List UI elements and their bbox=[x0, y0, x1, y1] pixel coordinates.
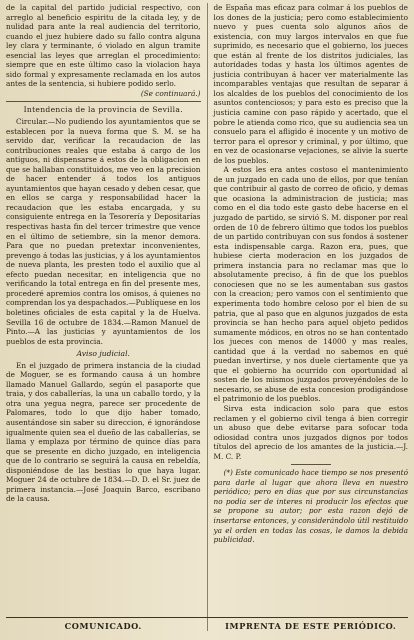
comunicado-paragraph-2: A estos les era antes costoso el mantenimiento de un juzgado en cada uno de ellos, por que tenían que contribuir al gasto de correo de oficio, y demas que ocasiona la administracion de justicia; mas como en el dia todo este gasto debe hacerse en el juzgado de partido, se sirvió S. M. disponer por real orden de 10 de febrero último que todos los pueblos de un partido contribuyan con sus fondos á sostener esta indispensable carga. Razon era, pues, que hubiese cierta moderacion en los juzgados de primera instancia para no reclamar mas que lo absolutamente preciso, á fin de que los pueblos conociesen que no se les aumentaban sus gastos con la creacion; pero vamos con el sentimiento que experimenta todo hombre celoso por el bien de su patria, que al paso que en algunos juzgados de esta provincia se han hecho para aquel objeto pedidos sumamente módicos, en otros no se han contentado los jueces con menos de 14000 y mas reales, cantidad que á la verdad no sabemos en qué puedan invertirse, y nos duele ciertamente que ya que el gobierno ha ocurrido con oportunidad al sosten de los mismos juzgados proveyéndoles de lo necesario, se abuse de esta concesion prodigándose el patrimonio de los pueblos. bbox=[213, 165, 408, 404]
left-column bbox=[6, 3, 208, 617]
comunicado-heading: COMUNICADO. bbox=[6, 618, 208, 631]
aviso-judicial-title: Aviso judicial. bbox=[76, 349, 130, 359]
circular-paragraph: Circular.—No pudiendo los ayuntamientos que se establecen por la nueva forma que S. M. se ha servido dar, verificar la recaudacion de las contribuciones reales que estaba á cargo de los antiguos, ni dispensarse á estos de la obligacion en que se hallaban constituidos, me veo en la precision de hacer entender á todos los antiguos ayuntamientos que hayan cesado y deben cesar, que en ellos se carga y responsabilidad hacer la recaudacion que les estaba encargada, y su consiguiente entrega en la Tesorería y Depositarías respectivas hasta fin del tercer trimestre que vence en el último de setiembre, sin la menor demora. Para que no puedan pretextar inconvenientes, prevengo á todas las justicias, y á los ayuntamientos de nueva planta, les presten todo el auxilio que al efecto puedan necesitar, en inteligencia que no verificando la total entrega en fin del presente mes, procederé apremios contra los omisos, á quienes no comprendan los ya despachados.—Publíquese en los boletines oficiales de esta capital y la de Huelva. Sevilla 16 de octubre de 1834.—Ramon Manuel de Pinto.—A las justicias y ayuntamientos de los pueblos de esta provincia. bbox=[6, 117, 201, 346]
footnote-divider bbox=[291, 464, 331, 465]
text-columns bbox=[6, 3, 408, 617]
continuation-note: (Se continuará.) bbox=[140, 88, 201, 98]
continued-article-text: de la capital del partido judicial respectivo, con arreglo al beneficio espiritu de la citada ley, y de nulidad para ante la real audiencia del territorio, cuando el juez hubiere dado su fallo contra alguna ley clara y terminante, ó violado en algun tramite esencial las leyes que arreglan el procedimiento: siempre que en este último caso la violacion haya sido formal y expresamente reclamada en los autos antes de la sentencia, si hubiere podido serlo. bbox=[6, 3, 201, 89]
section-title-intendencia: Intendencia de la provincia de Sevilla. bbox=[23, 105, 183, 115]
editor-footnote: (*) Este comunicado hace tiempo se nos presentó para darle al lugar que ahora lleva en nuestro periódico; pero en dias que por sus circunstancias no podia ser de interes ni producir los efectos que se propone su autor; por esta razon dejó de insertarse entonces, y considerándolo útil restituido ya el orden en todas las cosas, le damos la debida publicidad. bbox=[213, 468, 408, 545]
section-divider bbox=[6, 101, 201, 102]
bottom-strip bbox=[6, 617, 408, 631]
aviso-judicial-paragraph: En el juzgado de primera instancia de la ciudad de Moguer, se es formando causa á un hombre llamado Manuel Gallardo, según el pasaporte que traia, y dos caballerías, la una un caballo tordo, y la otra una yegua negra, parece ser procedente de Palomares, todo lo que dijo haber tomado, ausentándose sin saber su direccion, é ignorándose igualmente quien sea el dueño de las caballerías, se llama y emplaza por término de quince días para que se presente en dicho juzgado, en inteligencia que de lo contrario se seguirá la causa en rebeldía, disponiéndose de las bestias lo que haya lugar. Moguer 24 de octubre de 1834.—D. D. el Sr. juez de primera instancia.—José Joaquin Barco, escribano de la causa. bbox=[6, 360, 201, 504]
comunicado-paragraph-1: de España mas eficaz para colmar á los pueblos de los dones de la justicia; pero como establecimiento nuevo y pues cuenta solo algunos años de existencia, con muy largos intervalos en que fue suprimido, es necesario que el gobierno, los jueces que están al frente de los distritos judiciales, las autoridades todas y hasta los últimos agentes de justicia contribuyan á hacer ver materialmente las incomparables ventajas que resultan de separar á los alcaldes de los pueblos del conocimiento de los asuntos contenciosos; y para esto es preciso que la justicia camine con paso rápido y acertado, que el pobre le atienda como rico, que su audiencia sea un consuelo para el afligido é inocente y un motivo de terror para el opresor y criminal, y por último, que en vez de ocasionarse vejaciones, se alivie la suerte de los pueblos. bbox=[213, 3, 408, 165]
imprenta-imprint: IMPRENTA DE ESTE PERIÓDICO. bbox=[225, 621, 397, 631]
right-column bbox=[208, 3, 409, 617]
comunicado-paragraph-3: Sirva esta indicacion solo para que estos reclamen y el gobierno civil tenga á bien corregir un abuso que debe evitarse para sofocar toda odiosidad contra unos juzgados dignos por todos títulos del aprecio de los amantes de la justicia.—J. M. C. P. bbox=[213, 403, 408, 461]
